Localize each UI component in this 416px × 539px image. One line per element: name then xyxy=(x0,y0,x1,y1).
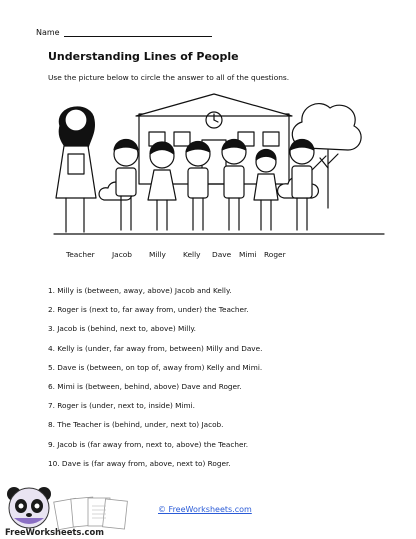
name-blank-line[interactable] xyxy=(64,27,212,37)
label-milly: Milly xyxy=(149,250,166,259)
people-line-illustration xyxy=(44,88,394,240)
name-labels-row xyxy=(0,250,416,262)
question-item[interactable]: 6. Mimi is (between, behind, above) Dave and Roger. xyxy=(48,381,242,391)
question-item[interactable]: 5. Dave is (between, on top of, away from) Kelly and Mimi. xyxy=(48,362,263,372)
panda-mascot-icon xyxy=(7,487,51,528)
label-jacob: Jacob xyxy=(112,250,132,259)
kelly-figure-icon xyxy=(186,142,210,231)
roger-figure-icon xyxy=(290,140,326,231)
question-item[interactable]: 4. Kelly is (under, far away from, between) Milly and Dave. xyxy=(48,343,263,353)
mimi-figure-icon xyxy=(254,150,278,231)
question-item[interactable]: 10. Dave is (far away from, above, next to) Roger. xyxy=(48,458,231,468)
label-mimi: Mimi xyxy=(239,250,257,259)
teacher-figure-icon xyxy=(56,107,96,232)
question-item[interactable]: 7. Roger is (under, next to, inside) Mimi. xyxy=(48,401,195,411)
instructions-text: Use the picture below to circle the answer to all of the questions. xyxy=(48,73,290,82)
question-item[interactable]: 8. The Teacher is (behind, under, next to) Jacob. xyxy=(48,420,224,430)
question-item[interactable]: 1. Milly is (between, away, above) Jacob and Kelly. xyxy=(48,286,232,295)
copyright-link[interactable]: © FreeWorksheets.com xyxy=(158,505,252,514)
label-kelly: Kelly xyxy=(183,250,201,259)
jacob-figure-icon xyxy=(114,140,138,231)
name-field-row xyxy=(36,27,212,37)
questions-list xyxy=(48,285,262,477)
question-item[interactable]: 9. Jacob is (far away from, next to, above) the Teacher. xyxy=(48,439,249,449)
question-item[interactable]: 2. Roger is (next to, far away from, under) the Teacher. xyxy=(48,305,249,315)
label-roger: Roger xyxy=(264,250,286,259)
worksheet-title: Understanding Lines of People xyxy=(48,50,239,63)
label-teacher: Teacher xyxy=(66,250,95,259)
label-dave: Dave xyxy=(212,250,232,259)
question-item[interactable]: 3. Jacob is (behind, next to, above) Milly. xyxy=(48,324,196,334)
milly-figure-icon xyxy=(148,142,176,230)
logo-text: FreeWorksheets.com xyxy=(5,527,104,537)
dave-figure-icon xyxy=(222,140,246,231)
name-label: Name xyxy=(36,28,60,37)
